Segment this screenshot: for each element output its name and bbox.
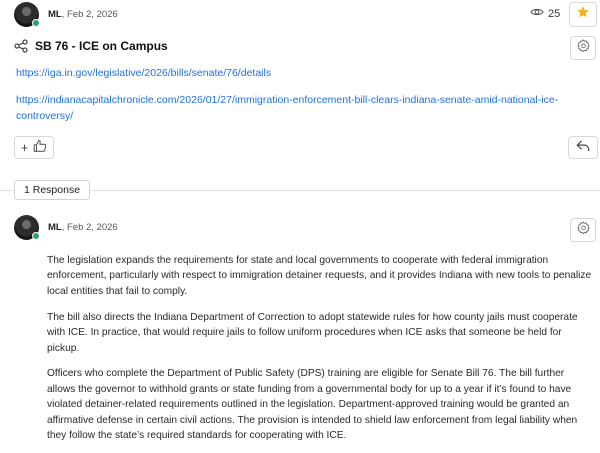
star-icon xyxy=(576,5,590,24)
online-status-dot xyxy=(32,19,40,27)
post-title-row xyxy=(14,36,598,60)
response-paragraph: Officers who complete the Department of Public Safety (DPS) training are eligible for Senate Bill 76. The bill further allows the governor to withhold grants or state funding from a governmental body for up to a year if it’s found to have violated detainer-related requirements outlined in the legislation. Department-approved training would be granted an affirmative defense in certain civil actions. The provision is intended to shield law enforcement from legal liability when they follow the state’s required standards for cooperating with ICE. xyxy=(47,368,578,442)
response-date: , Feb 2, 2026 xyxy=(61,222,118,233)
gear-icon xyxy=(577,221,590,239)
view-count-value: 25 xyxy=(548,7,561,20)
response-paragraph: The bill also directs the Indiana Department of Correction to adopt statewide rules for how county jails must cooperate with ICE. In practice, that would require jails to follow uniform procedures when ICE asks that someone be held for pickup. xyxy=(47,311,578,354)
avatar[interactable] xyxy=(14,2,39,27)
author-line xyxy=(48,9,118,20)
react-plus-label: + xyxy=(20,140,29,155)
author-line xyxy=(48,222,118,233)
response-body xyxy=(47,253,595,453)
react-button[interactable] xyxy=(14,136,54,159)
link-iga-bill[interactable]: https://iga.in.gov/legislative/2026/bills/senate/76/details xyxy=(16,67,272,79)
response-paragraph: The legislation expands the requirements for state and local governments to cooperate with federal immigration enforcement, particularly with respect to immigration detainer requests, and it provides Indiana with new tools to penalize local entities that fail to comply. xyxy=(47,255,592,297)
link-capital-chronicle[interactable]: https://indianacapitalchronicle.com/2026/01/27/immigration-enforcement-bill-clears-indiana-senate-amid-national-ice-controversy/ xyxy=(16,94,559,122)
post-action-row xyxy=(14,136,598,160)
post-date: , Feb 2, 2026 xyxy=(61,9,118,20)
post-title: SB 76 - ICE on Campus xyxy=(35,39,168,53)
responses-count[interactable]: 1 Response xyxy=(14,180,90,200)
eye-icon xyxy=(530,7,544,20)
reply-icon xyxy=(576,139,590,157)
author-name[interactable]: ML xyxy=(48,222,62,233)
share-icon[interactable] xyxy=(14,39,28,58)
thumbs-up-icon xyxy=(33,139,47,156)
online-status-dot xyxy=(32,232,40,240)
author-name[interactable]: ML xyxy=(48,9,62,20)
favorite-button[interactable] xyxy=(569,2,597,27)
gear-icon xyxy=(577,39,590,57)
view-count xyxy=(530,7,560,20)
post-settings-button[interactable] xyxy=(570,36,596,60)
avatar[interactable] xyxy=(14,215,39,240)
response-header xyxy=(14,215,598,243)
reply-button[interactable] xyxy=(568,136,598,159)
post-header xyxy=(14,2,598,28)
response-settings-button[interactable] xyxy=(570,218,596,242)
